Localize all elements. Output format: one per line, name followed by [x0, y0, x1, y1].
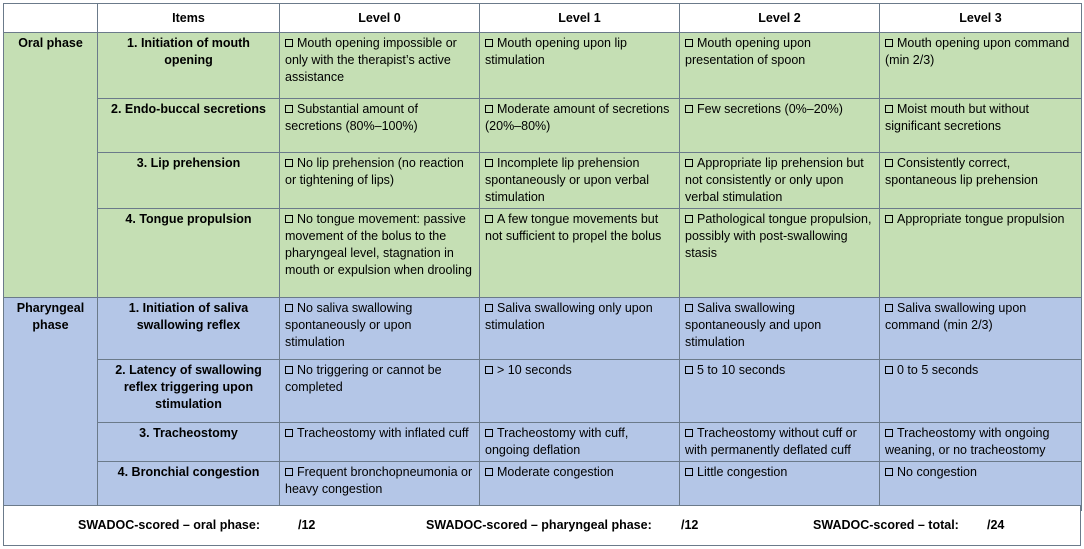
level-text: Frequent bronchopneumonia or heavy congestion	[285, 465, 473, 496]
table-row	[4, 423, 1082, 462]
level-text: Tracheostomy with inflated cuff	[297, 426, 469, 440]
checkbox[interactable]	[885, 105, 893, 113]
checkbox[interactable]	[485, 39, 493, 47]
level-cell	[680, 153, 880, 209]
level-cell	[880, 298, 1082, 360]
level-cell	[280, 298, 480, 360]
table-row	[4, 153, 1082, 209]
level-text: No triggering or cannot be completed	[285, 363, 442, 394]
level-text: Mouth opening upon lip stimulation	[485, 36, 627, 67]
checkbox[interactable]	[885, 39, 893, 47]
level-text: Mouth opening upon presentation of spoon	[685, 36, 811, 67]
table-row	[4, 360, 1082, 423]
level-text: Appropriate lip prehension but not consistently or only upon verbal stimulation	[685, 156, 864, 204]
checkbox[interactable]	[285, 159, 293, 167]
level-text: Consistently correct, spontaneous lip prehension	[885, 156, 1038, 187]
level-text: Tracheostomy without cuff or with permanently deflated cuff	[685, 426, 857, 457]
level-cell	[880, 33, 1082, 99]
level-cell	[880, 360, 1082, 423]
checkbox[interactable]	[685, 215, 693, 223]
level-text: Substantial amount of secretions (80%–100%)	[285, 102, 418, 133]
item-label: 2. Latency of swallowing reflex triggering upon stimulation	[98, 360, 280, 423]
level-cell	[480, 360, 680, 423]
item-label: 3. Lip prehension	[98, 153, 280, 209]
level-text: 5 to 10 seconds	[697, 363, 786, 377]
level-text: Few secretions (0%–20%)	[697, 102, 843, 116]
level-cell	[680, 209, 880, 298]
checkbox[interactable]	[885, 468, 893, 476]
level-text: Saliva swallowing upon command (min 2/3)	[885, 301, 1027, 332]
header-phase	[4, 4, 98, 33]
header-level-1: Level 1	[480, 4, 680, 33]
level-cell	[280, 423, 480, 462]
level-text: No lip prehension (no reaction or tightening of lips)	[285, 156, 464, 187]
swadoc-sheet	[3, 3, 1081, 546]
swadoc-table	[3, 3, 1082, 511]
checkbox[interactable]	[685, 304, 693, 312]
checkbox[interactable]	[885, 159, 893, 167]
header-level-0: Level 0	[280, 4, 480, 33]
level-cell	[680, 33, 880, 99]
level-text: Moist mouth but without significant secretions	[885, 102, 1030, 133]
level-cell	[480, 99, 680, 153]
table-row	[4, 298, 1082, 360]
checkbox[interactable]	[685, 468, 693, 476]
level-cell	[280, 462, 480, 511]
level-text: Little congestion	[697, 465, 788, 479]
checkbox[interactable]	[285, 304, 293, 312]
item-label: 3. Tracheostomy	[98, 423, 280, 462]
level-text: Saliva swallowing spontaneously and upon stimulation	[685, 301, 822, 349]
score-footer	[3, 505, 1081, 546]
level-cell	[880, 423, 1082, 462]
checkbox[interactable]	[685, 105, 693, 113]
total-score-max: /24	[987, 518, 1005, 532]
header-items: Items	[98, 4, 280, 33]
checkbox[interactable]	[285, 429, 293, 437]
checkbox[interactable]	[285, 468, 293, 476]
level-text: 0 to 5 seconds	[897, 363, 979, 377]
header-level-2: Level 2	[680, 4, 880, 33]
table-row	[4, 99, 1082, 153]
item-label: 4. Tongue propulsion	[98, 209, 280, 298]
checkbox[interactable]	[685, 159, 693, 167]
table-row	[4, 33, 1082, 99]
checkbox[interactable]	[485, 105, 493, 113]
level-cell	[480, 298, 680, 360]
level-cell	[280, 360, 480, 423]
level-cell	[280, 33, 480, 99]
level-text: Tracheostomy with cuff, ongoing deflation	[485, 426, 629, 457]
level-cell	[680, 462, 880, 511]
level-text: Mouth opening upon command (min 2/3)	[885, 36, 1070, 67]
level-cell	[680, 360, 880, 423]
level-cell	[680, 99, 880, 153]
pharyngeal-score-max: /12	[681, 518, 699, 532]
checkbox[interactable]	[485, 468, 493, 476]
level-cell	[480, 462, 680, 511]
level-text: Appropriate tongue propulsion	[897, 212, 1065, 226]
checkbox[interactable]	[885, 215, 893, 223]
pharyngeal-phase-label: Pharyngeal phase	[4, 298, 98, 511]
checkbox[interactable]	[485, 215, 493, 223]
level-text: A few tongue movements but not sufficient to propel the bolus	[485, 212, 662, 243]
level-cell	[680, 298, 880, 360]
checkbox[interactable]	[285, 39, 293, 47]
checkbox[interactable]	[685, 429, 693, 437]
level-text: No tongue movement: passive movement of the bolus to the pharyngeal level, stagnation in mouth or expulsion when drooling	[285, 212, 472, 277]
item-label: 1. Initiation of mouth opening	[98, 33, 280, 99]
checkbox[interactable]	[285, 366, 293, 374]
level-text: Pathological tongue propulsion, possibly with post-swallowing stasis	[685, 212, 872, 260]
checkbox[interactable]	[285, 105, 293, 113]
checkbox[interactable]	[485, 304, 493, 312]
pharyngeal-score-label: SWADOC-scored – pharyngeal phase:	[426, 518, 652, 532]
checkbox[interactable]	[685, 366, 693, 374]
level-text: Tracheostomy with ongoing weaning, or no tracheostomy	[885, 426, 1050, 457]
header-row	[4, 4, 1082, 33]
oral-phase-label: Oral phase	[4, 33, 98, 298]
level-cell	[480, 209, 680, 298]
checkbox[interactable]	[485, 159, 493, 167]
header-level-3: Level 3	[880, 4, 1082, 33]
item-label: 4. Bronchial congestion	[98, 462, 280, 511]
table-row	[4, 209, 1082, 298]
level-cell	[880, 209, 1082, 298]
checkbox[interactable]	[685, 39, 693, 47]
level-text: > 10 seconds	[497, 363, 572, 377]
level-cell	[680, 423, 880, 462]
checkbox[interactable]	[485, 366, 493, 374]
level-text: Mouth opening impossible or only with the therapist’s active assistance	[285, 36, 457, 84]
level-cell	[480, 423, 680, 462]
level-cell	[480, 33, 680, 99]
level-cell	[280, 153, 480, 209]
level-cell	[880, 462, 1082, 511]
level-text: Incomplete lip prehension spontaneously or upon verbal stimulation	[485, 156, 650, 204]
level-cell	[280, 209, 480, 298]
total-score-label: SWADOC-scored – total:	[813, 518, 959, 532]
level-text: No congestion	[897, 465, 977, 479]
level-cell	[880, 153, 1082, 209]
level-text: Moderate congestion	[497, 465, 614, 479]
level-text: Moderate amount of secretions (20%–80%)	[485, 102, 670, 133]
checkbox[interactable]	[885, 366, 893, 374]
oral-score-max: /12	[298, 518, 316, 532]
level-cell	[880, 99, 1082, 153]
checkbox[interactable]	[885, 429, 893, 437]
oral-score-label: SWADOC-scored – oral phase:	[78, 518, 260, 532]
item-label: 1. Initiation of saliva swallowing reflex	[98, 298, 280, 360]
checkbox[interactable]	[285, 215, 293, 223]
table-row	[4, 462, 1082, 511]
level-text: Saliva swallowing only upon stimulation	[485, 301, 653, 332]
level-cell	[480, 153, 680, 209]
item-label: 2. Endo-buccal secretions	[98, 99, 280, 153]
checkbox[interactable]	[885, 304, 893, 312]
checkbox[interactable]	[485, 429, 493, 437]
level-text: No saliva swallowing spontaneously or upon stimulation	[285, 301, 413, 349]
level-cell	[280, 99, 480, 153]
